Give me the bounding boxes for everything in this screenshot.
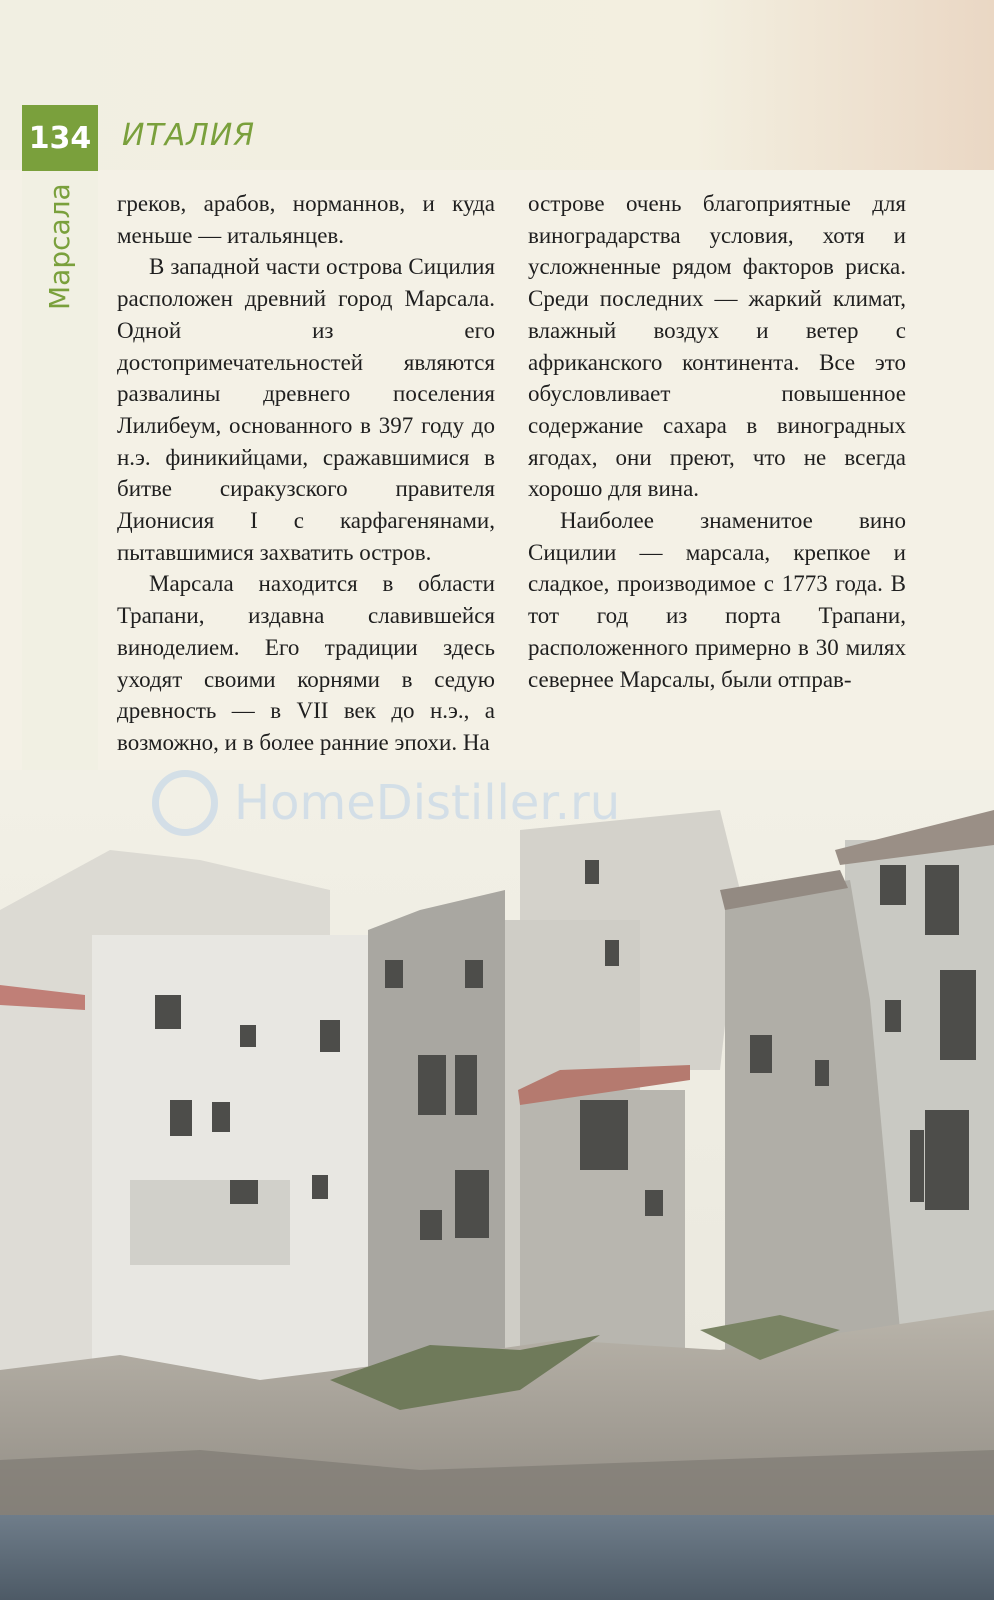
window (750, 1035, 772, 1073)
left-text-column (117, 188, 495, 759)
window (465, 960, 483, 988)
white-house (92, 935, 372, 1415)
window (910, 1130, 924, 1202)
window (605, 940, 619, 966)
window (585, 860, 599, 884)
window (455, 1055, 477, 1115)
paragraph: острове очень благоприятные для виноградарства условия, хотя и усложненные рядом факторов риска. Среди последних — жаркий климат, влажный воздух и ветер с африканского континента. Все это обусловливает повышенное содержание сахара в виноградных ягодах, они преют, что не всегда хорошо для вина. (528, 191, 906, 502)
paragraph: В западной части острова Сицилия расположен древний город Марсала. Одной из его достопримечательностей являются развалины древнего поселения Лилибеум, основанного в 397 году до н.э. финикийцами, сражавшимися в битве сиракузского правителя Дионисия I с карфагенянами, пытавшимися захватить остров. (117, 254, 495, 565)
vertical-section-label: Марсала (43, 183, 76, 310)
watermark-logo-icon (152, 770, 218, 836)
coastal-houses-photo (0, 770, 994, 1600)
window (312, 1175, 328, 1199)
window (455, 1170, 489, 1238)
window (240, 1025, 256, 1047)
window (580, 1100, 628, 1170)
window (212, 1102, 230, 1132)
building-left-edge (0, 1000, 95, 1420)
window (880, 865, 906, 905)
window (320, 1020, 340, 1052)
window (815, 1060, 829, 1086)
window (925, 865, 959, 935)
window (940, 970, 976, 1060)
window (645, 1190, 663, 1216)
window (885, 1000, 901, 1032)
section-title: ИТАЛИЯ (122, 118, 256, 153)
paragraph: Марсала находится в области Трапани, издавна славившейся виноделием. Его традиции здесь уходят своими корнями в седую древность — в VII век до н.э., а возможно, и в более ранние эпохи. На (117, 571, 495, 755)
window (155, 995, 181, 1029)
watermark (152, 770, 620, 836)
window (418, 1055, 446, 1115)
right-text-column (528, 188, 906, 695)
window (385, 960, 403, 988)
window (230, 1180, 258, 1204)
sea (0, 1515, 994, 1600)
window (925, 1110, 969, 1210)
window (170, 1100, 192, 1136)
paragraph: греков, арабов, норманнов, и куда меньше — итальянцев. (117, 191, 495, 248)
paragraph: Наиболее знаменитое вино Сицилии — марсала, крепкое и сладкое, производимое с 1773 года. В тот год из порта Трапани, расположенного примерно в 30 милях севернее Марсалы, были отправ- (528, 508, 906, 692)
watermark-text: HomeDistiller.ru (234, 775, 621, 831)
balcony (130, 1180, 290, 1265)
window (420, 1210, 442, 1240)
page-number: 134 (22, 105, 98, 171)
